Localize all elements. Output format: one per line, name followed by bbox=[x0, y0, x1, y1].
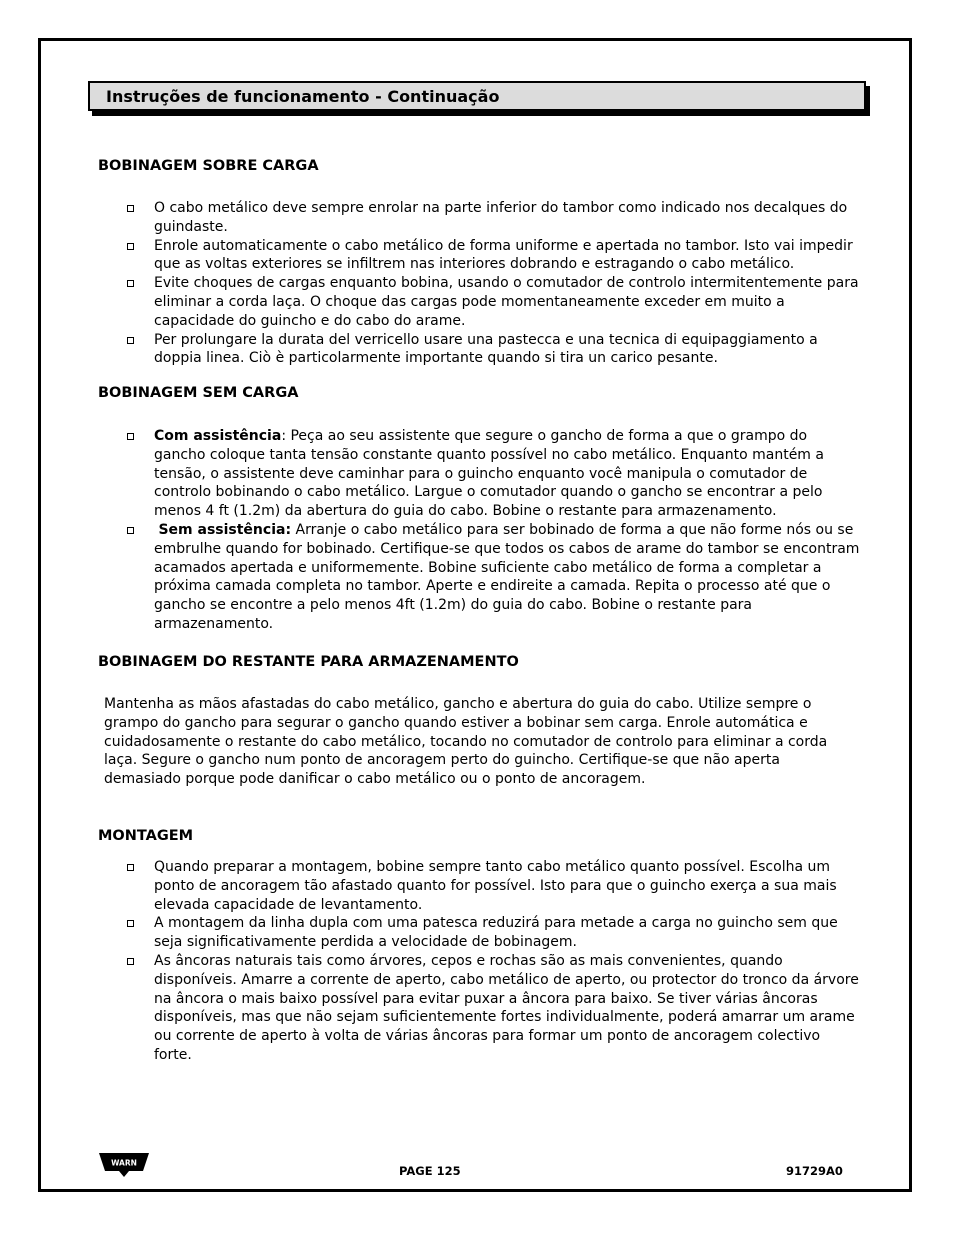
list-item bbox=[154, 858, 860, 914]
checkbox-bullet-icon bbox=[127, 864, 134, 871]
rigging-list bbox=[154, 858, 860, 1065]
section-heading-rigging: MONTAGEM bbox=[98, 828, 194, 844]
section-heading-storage-winding: BOBINAGEM DO RESTANTE PARA ARMAZENAMENTO bbox=[98, 654, 519, 670]
checkbox-bullet-icon bbox=[127, 243, 134, 250]
list-item-text: Arranje o cabo metálico para ser bobinado de forma a que não forme nós ou se embrulhe quando for bobinado. Certifique-se que todos os cabos de arame do tambor se encontram acamados apertada e uniformemente. Bobine suficiente cabo metálico de forma a completar a próxima camada completa no tambor. Aperte e endireite a camada. Repita o processo até que o gancho se encontre a pelo menos 4ft (1.2m) do guia do cabo. Bobine o restante para armazenamento. bbox=[154, 521, 860, 632]
checkbox-bullet-icon bbox=[127, 205, 134, 212]
list-item-label: Com assistência bbox=[154, 428, 282, 444]
list-item-text: Evite choques de cargas enquanto bobina, usando o comutador de controlo intermitentemente para eliminar a corda laça. O choque das cargas pode momentaneamente exceder em muito a capacidade do guincho e do cabo do arame. bbox=[154, 275, 859, 329]
page-title: Instruções de funcionamento - Continuação bbox=[106, 87, 500, 106]
list-item bbox=[154, 274, 860, 330]
list-item-text: Quando preparar a montagem, bobine sempre tanto cabo metálico quanto possível. Escolha um ponto de ancoragem tão afastado quanto for possível. Isto para que o guincho exerça a sua mais elevada capacidade de levantamento. bbox=[154, 859, 837, 913]
section-heading-winding-without-load: BOBINAGEM SEM CARGA bbox=[98, 385, 299, 401]
warn-logo-icon bbox=[99, 1153, 149, 1177]
list-item-text: Per prolungare la durata del verricello usare una pastecca e una tecnica di equipaggiamento a doppia linea. Ciò è particolarmente importante quando si tira un carico pesante. bbox=[154, 331, 818, 367]
storage-winding-paragraph: Mantenha as mãos afastadas do cabo metálico, gancho e abertura do guia do cabo. Utilize sempre o grampo do gancho para segurar o gancho quando estiver a bobinar sem carga. Enrole automática e cuidadosamente o restante do cabo metálico, tocando no comutador de controlo para eliminar a corda laça. Segure o gancho num ponto de ancoragem perto do guincho. Certifique-se que não aperta demasiado porque pode danificar o cabo metálico ou o ponto de ancoragem. bbox=[104, 696, 828, 788]
list-item-text: O cabo metálico deve sempre enrolar na parte inferior do tambor como indicado nos decalques do guindaste. bbox=[154, 200, 848, 235]
list-item-label: Sem assistência: bbox=[158, 521, 292, 538]
list-item bbox=[154, 427, 860, 521]
checkbox-bullet-icon bbox=[127, 433, 134, 440]
winding-under-load-list bbox=[154, 199, 860, 368]
page-number: PAGE 125 bbox=[399, 1164, 461, 1178]
document-code: 91729A0 bbox=[786, 1164, 843, 1178]
list-item-text: Enrole automaticamente o cabo metálico de forma uniforme e apertada no tambor. Isto vai impedir que as voltas exteriores se infiltrem nas interiores dobrando e estragando o cabo metálico. bbox=[154, 237, 853, 273]
list-item-text: A montagem da linha dupla com uma patesca reduzirá para metade a carga no guincho sem que seja significativamente perdida a velocidade de bobinagem. bbox=[154, 915, 838, 951]
section-heading-winding-under-load: BOBINAGEM SOBRE CARGA bbox=[98, 158, 319, 174]
list-item bbox=[154, 199, 860, 237]
list-item bbox=[154, 237, 860, 275]
list-item-text: : Peça ao seu assistente que segure o gancho de forma a que o grampo do gancho coloque tanta tensão constante quanto possível no cabo metálico. Enquanto mantém a tensão, o assistente deve caminhar para o guincho enquanto você manipula o comutador de controlo bobinando o cabo metálico. Largue o comutador quando o gancho se encontrar a pelo menos 4 ft (1.2m) da abertura do guia do cabo. Bobine o restante para armazenamento. bbox=[154, 428, 824, 520]
list-item bbox=[154, 952, 860, 1065]
winding-without-load-list bbox=[154, 427, 860, 634]
list-item bbox=[154, 521, 860, 634]
checkbox-bullet-icon bbox=[127, 337, 134, 344]
logo-text: WARN bbox=[111, 1158, 137, 1168]
checkbox-bullet-icon bbox=[127, 920, 134, 927]
list-item-text: As âncoras naturais tais como árvores, cepos e rochas são as mais convenientes, quando disponíveis. Amarre a corrente de aperto, cabo metálico de aperto, ou protector do tronco da árvore na âncora o mais baixo possível para evitar puxar a âncora para baixo. Se tiver várias âncoras disponíveis, mas que não sejam suficientemente fortes individualmente, poderá amarrar um arame ou corrente de aperto à volta de várias âncoras para formar um ponto de ancoragem colectivo forte. bbox=[154, 952, 859, 1063]
list-item bbox=[154, 331, 860, 369]
checkbox-bullet-icon bbox=[127, 958, 134, 965]
title-box bbox=[88, 81, 866, 111]
checkbox-bullet-icon bbox=[127, 280, 134, 287]
checkbox-bullet-icon bbox=[127, 527, 134, 534]
list-item bbox=[154, 914, 860, 952]
